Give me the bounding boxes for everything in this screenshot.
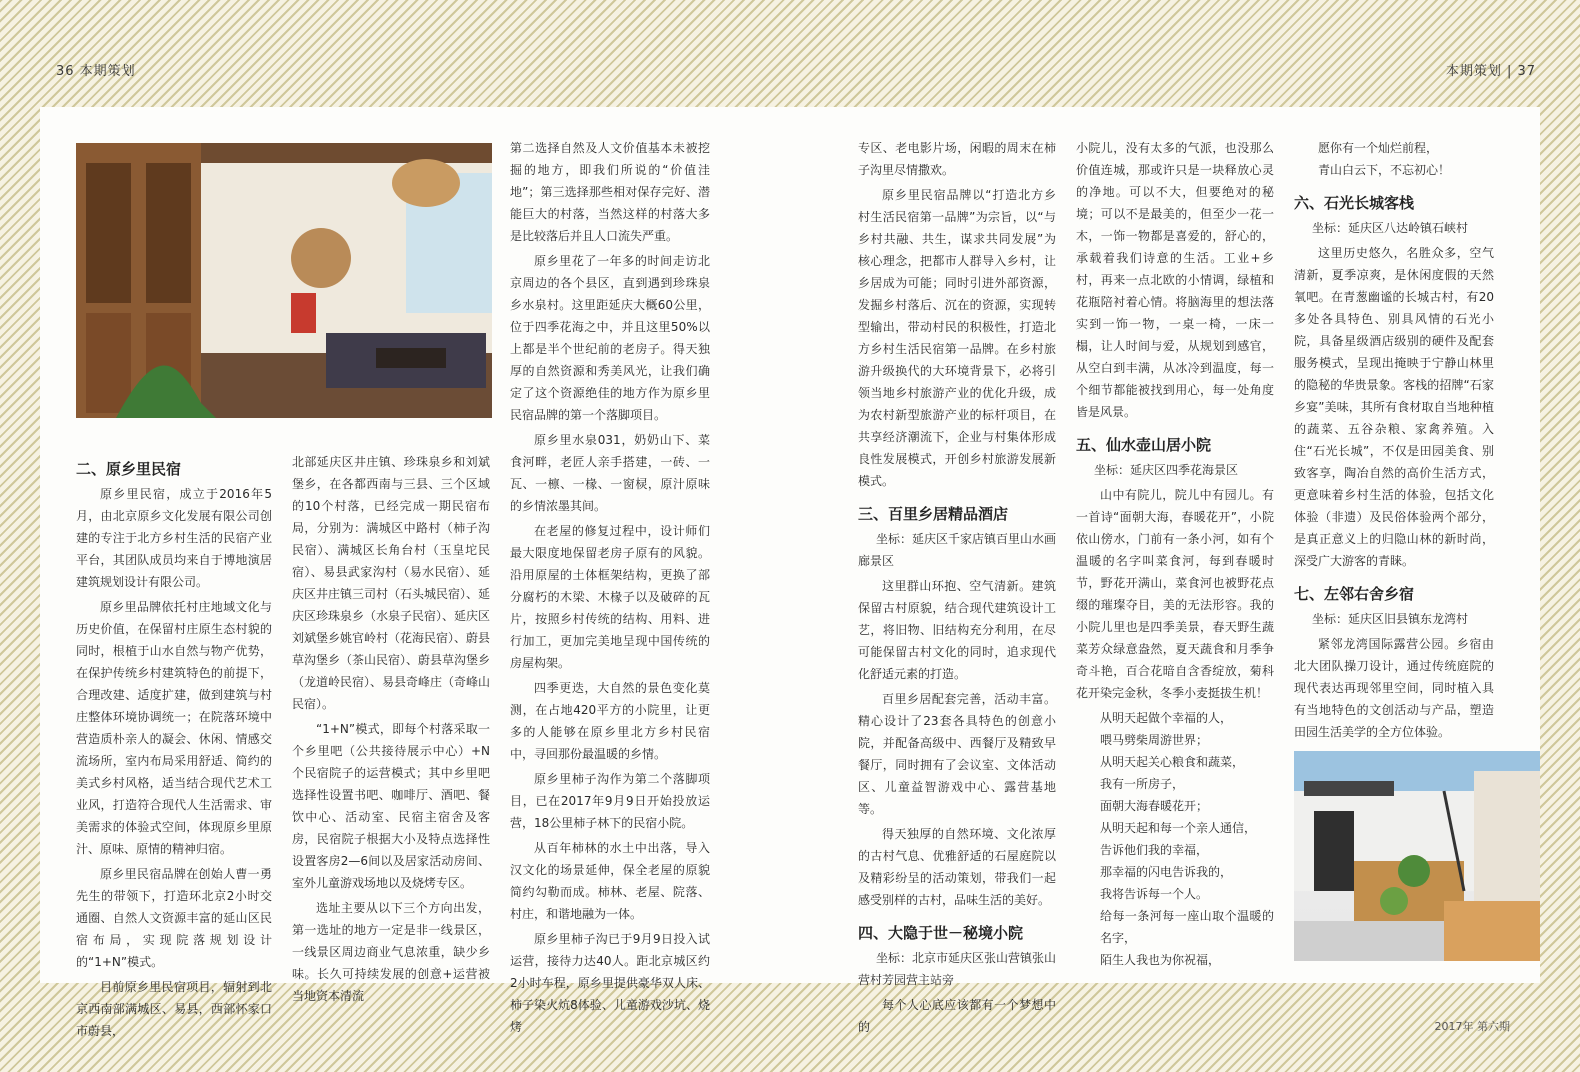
poem-line: 从明天起和每一个亲人通信， [1100, 821, 1257, 835]
poem-line: 从明天起做个幸福的人， [1100, 711, 1233, 725]
paragraph: 原乡里柿子沟作为第二个落脚项目，已在2017年9月9日开始投放运营，18公里柿子林下的民宿小院。 [510, 772, 710, 830]
paragraph: 第二选择自然及人文价值基本未被挖掘的地方，即我们所说的“价值洼地”；第三选择那些相对保存完好、潜能巨大的村落，当然这样的村落大多是比较落后并且人口流失严重。 [510, 141, 710, 243]
poem-line: 愿你有一个灿烂前程， [1318, 141, 1439, 155]
location-line: 坐标：延庆区千家店镇百里山水画廊景区 [858, 532, 1057, 568]
section-5-title: 五、仙水壶山居小院 [1076, 436, 1212, 454]
paragraph: 目前原乡里民宿项目，辐射到北京西南部满城区、易县，西部怀家口市蔚县， [76, 980, 272, 1038]
paragraph: “1+N”模式，即每个村落采取一个乡里吧（公共接待展示中心）+N个民宿院子的运营模式；其中乡里吧选择性设置书吧、咖啡厅、酒吧、餐饮中心、活动室、民宿主宿舍及客房，民宿院子根据大小及特点选择性设置客房2—6间以及居家活动房间、室外儿童游戏场地以及烧烤专区。 [292, 722, 490, 890]
section-4-title: 四、大隐于世－秘境小院 [858, 924, 1024, 942]
paragraph: 原乡里水泉031，奶奶山下、菜食河畔，老匠人亲手搭建，一砖、一瓦、一檩、一椽、一窗棂，原汁原味的乡情浓墨其间。 [510, 433, 710, 513]
section-6-title: 六、石光长城客栈 [1294, 194, 1415, 212]
page-footer: 2017年 第六期 [1434, 1020, 1510, 1033]
courtyard-photo [1294, 751, 1540, 961]
paragraph: 得天独厚的自然环境、文化浓厚的古村气息、优雅舒适的石屋庭院以及精彩纷呈的活动策划，带我们一起感受别样的古村，品味生活的美好。 [858, 827, 1056, 907]
left-page [40, 107, 800, 1038]
section-2-title: 二、原乡里民宿 [76, 460, 182, 478]
poem-line: 那幸福的闪电告诉我的， [1100, 865, 1233, 879]
paragraph: 每个人心底应该都有一个梦想中的 [858, 998, 1056, 1034]
paragraph: 原乡里民宿，成立于2016年5月，由北京原乡文化发展有限公司创建的专注于北方乡村生活的民宿产业平台，其团队成员均来自于博地演居建筑规划设计有限公司。 [76, 487, 272, 589]
left-column-3 [510, 137, 710, 1041]
poem-line: 我有一所房子， [1100, 777, 1185, 791]
poem-line: 陌生人我也为你祝福， [1100, 953, 1221, 967]
right-column-2 [1076, 137, 1274, 971]
section-7-title: 七、左邻右舍乡宿 [1294, 585, 1415, 603]
poem-line: 我将告诉每一个人。 [1100, 887, 1209, 901]
location-line: 坐标：延庆区旧县镇东龙湾村 [1312, 612, 1469, 626]
paragraph: 选址主要从以下三个方向出发，第一选址的地方一定是非一线景区，一线景区周边商业气息浓重，缺少乡味。长久可持续发展的创意+运营被当地资本清流 [292, 901, 490, 1003]
paragraph: 原乡里民宿品牌在创始人曹一勇先生的带领下，打造环北京2小时交通圈、自然人文资源丰富的延山区民宿布局，实现院落规划设计的“1+N”模式。 [76, 867, 272, 969]
paragraph: 小院儿，没有太多的气派，也没那么价值连城，那或许只是一块释放心灵的净地。可以不大，但要绝对的秘境；可以不是最美的，但至少一花一木，一饰一物都是喜爱的，舒心的，承载着我们诗意的生活。工业+乡村，再来一点北欧的小情调，绿植和花瓶陪衬着心情。将脑海里的想法落实到一饰一物，一桌一椅，一床一榻，让人时间与爱，从规划到感官，从空白到丰满，从冰冷到温度，每一个细节都能被找到用心，每一处角度皆是风景。 [1076, 141, 1274, 419]
poem-line: 面朝大海春暖花开； [1100, 799, 1209, 813]
room-photo [76, 143, 492, 418]
right-column-3 [1294, 137, 1494, 746]
paragraph: 在老屋的修复过程中，设计师们最大限度地保留老房子原有的风貌。沿用原屋的土体框架结构，更换了部分腐朽的木梁、木椽子以及破碎的瓦片，按照乡村传统的结构、用料、进行加工，更加完美地呈现中国传统的房屋构架。 [510, 524, 710, 670]
poem-line: 青山白云下，不忘初心！ [1318, 163, 1451, 177]
paragraph: 山中有院儿，院儿中有园儿。有一首诗“面朝大海，春暖花开”，小院依山傍水，门前有一条小河，如有个温暖的名字叫菜食河，每到春暖时节，野花开满山，菜食河也被野花点缀的璀璨夺目，美的无法形容。我的小院儿里也是四季美景，春天野生蔬菜芳众绿意盎然，夏天蔬食和月季争奇斗艳，百合花暗自含香绽放，菊科花开染完金秋，冬季小麦挺拔生机！ [1076, 488, 1274, 700]
paragraph: 原乡里柿子沟已于9月9日投入试运营，接待力达40人。距北京城区约2小时车程，原乡里提供豪华双人床、柿子染火炕8体验、儿童游戏沙坑、烧烤 [510, 932, 710, 1034]
location-line: 坐标：北京市延庆区张山营镇张山营村芳园营主站旁 [858, 951, 1057, 987]
poem-line: 喂马劈柴周游世界； [1100, 733, 1209, 747]
paragraph: 原乡里花了一年多的时间走访北京周边的各个县区，直到遇到珍珠泉乡水泉村。这里距延庆大概60公里，位于四季花海之中，并且这里50%以上都是半个世纪前的老房子。得天独厚的自然资源和秀美风光，让我们确定了这个资源绝佳的地方作为原乡里民宿品牌的第一个落脚项目。 [510, 254, 710, 422]
poem-line: 告诉他们我的幸福， [1100, 843, 1209, 857]
right-column-1 [858, 137, 1056, 1041]
paragraph: 北部延庆区井庄镇、珍珠泉乡和刘斌堡乡，在各都西南与三县、三个区域的10个村落，已经完成一期民宿布局，分别为：满城区中路村（柿子沟民宿）、满城区长角台村（玉皇坨民宿）、易县武家沟村（易水民宿）、延庆区井庄镇三司村（石头城民宿）、延庆区珍珠泉乡（水泉子民宿）、延庆区刘斌堡乡姚官岭村（花海民宿）、蔚县草沟堡乡（茶山民宿）、蔚县草沟堡乡（龙道岭民宿）、易县奇峰庄（奇峰山民宿）。 [292, 455, 491, 711]
page-header-left: 36 本期策划 [56, 64, 136, 79]
paragraph: 这里历史悠久，名胜众多，空气清新，夏季凉爽，是休闲度假的天然氧吧。在青葱幽谧的长城古村，有20多处各具特色、别具风情的石光小院，具备星级酒店级别的硬件及配套服务模式，呈现出掩映于宁静山林里的隐秘的华贵景象。客栈的招牌“石家乡宴”美味，其所有食材取自当地种植的蔬菜、五谷杂粮、家禽养殖。入住“石光长城”，不仅是田园美食、别致客享，陶冶自然的高价生活方式，更意味着乡村生活的体验，包括文化体验（非遗）及民俗体验两个部分，是真正意义上的归隐山林的新时尚，深受广大游客的青睐。 [1294, 246, 1494, 568]
paragraph: 原乡里品牌依托村庄地域文化与历史价值，在保留村庄原生态村貌的同时，根植于山水自然与物产优势，在保护传统乡村建筑特色的前提下，合理改建、适度扩建，做到建筑与村庄整体环境协调统一；在院落环境中营造质朴亲人的凝会、休闲、情感交流场所，室内布局采用舒适、简约的美式乡村风格，适当结合现代艺术工业风，打造符合现代人生活需求、审美需求的体验式空间，体现原乡里原汁、原味、原情的精神归宿。 [76, 600, 272, 856]
left-column-1 [76, 447, 272, 1045]
paragraph: 从百年柿林的水土中出落，导入汉文化的场景延伸，保全老屋的原貌简约勾勒而成。柿林、老屋、院落、村庄，和谐地融为一体。 [510, 841, 710, 921]
poem-line: 给每一条河每一座山取个温暖的名字， [1100, 909, 1274, 945]
paragraph: 紧邻龙湾国际露营公园。乡宿由北大团队操刀设计，通过传统庭院的现代表达再现邻里空间，同时植入具有当地特色的文创活动与产品，塑造田园生活美学的全方位体验。 [1294, 637, 1494, 739]
section-3-title: 三、百里乡居精品酒店 [858, 505, 1009, 523]
paragraph: 专区、老电影片场，闲暇的周末在柿子沟里尽情撒欢。 [858, 141, 1056, 177]
location-line: 坐标：延庆区四季花海景区 [1094, 463, 1239, 477]
left-column-2 [292, 451, 490, 1010]
page-header-right: 本期策划 | 37 [1445, 64, 1536, 79]
poem-line: 从明天起关心粮食和蔬菜， [1100, 755, 1245, 769]
location-line: 坐标：延庆区八达岭镇石峡村 [1312, 221, 1469, 235]
paragraph: 百里乡居配套完善，活动丰富。精心设计了23套各具特色的创意小院，并配备高级中、西餐厅及精致早餐厅，同时拥有了会议室、文体活动区、儿童益智游戏中心、露营基地等。 [858, 692, 1056, 816]
paragraph: 四季更迭，大自然的景色变化莫测，在占地420平方的小院里，让更多的人能够在原乡里北方乡村民宿中，寻回那份最温暖的乡情。 [510, 681, 710, 761]
paragraph: 这里群山环抱、空气清新。建筑保留古村原貌，结合现代建筑设计工艺，将旧物、旧结构充分利用，在尽可能保留古村文化的同时，追求现代化舒适元素的打造。 [858, 579, 1056, 681]
paragraph: 原乡里民宿品牌以“打造北方乡村生活民宿第一品牌”为宗旨，以“与乡村共融、共生，谋求共同发展”为核心理念，把都市人群导入乡村，让乡居成为可能；同时引进外部资源，发掘乡村落后、沉在的资源，实现转型输出，带动村民的积极性，打造北方乡村生活民宿第一品牌。在乡村旅游升级换代的大环境背景下，必将引领当地乡村旅游产业的优化升级，成为农村新型旅游产业的标杆项目，在共享经济潮流下，企业与村集体形成良性发展模式，开创乡村旅游发展新模式。 [858, 188, 1056, 488]
